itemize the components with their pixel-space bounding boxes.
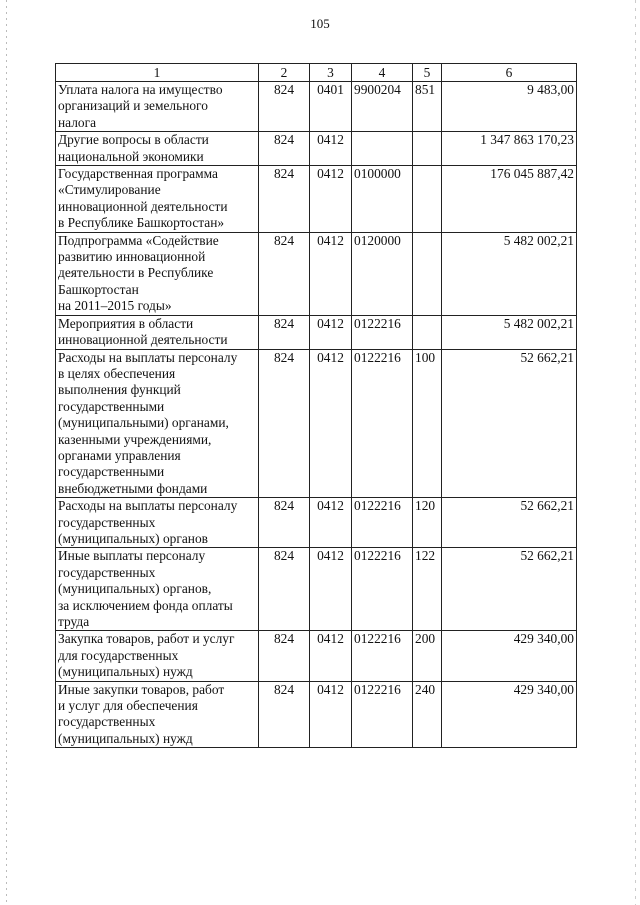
row-cell-c5: [413, 315, 442, 349]
row-cell-c4: 0122216: [352, 631, 413, 681]
row-cell-c2: 824: [259, 631, 310, 681]
table-row: [56, 132, 577, 166]
row-name-line: в целях обеспечения: [58, 365, 176, 381]
budget-table: [55, 63, 577, 748]
row-name-line: государственными: [58, 464, 165, 480]
row-cell-c2: 824: [259, 132, 310, 166]
row-cell-c4: 0122216: [352, 315, 413, 349]
table-row: [56, 315, 577, 349]
row-name-line: (муниципальными) органами,: [58, 415, 229, 431]
header-col-5: 5: [413, 64, 442, 82]
row-name-line: государственными: [58, 398, 165, 414]
row-name-line: инновационной деятельности: [58, 198, 228, 214]
row-name-line: «Стимулирование: [58, 182, 161, 198]
row-name-line: Иные выплаты персоналу: [58, 548, 206, 564]
row-cell-c2: 824: [259, 315, 310, 349]
row-cell-c3: 0401: [310, 82, 352, 132]
table-row: [56, 548, 577, 631]
table-body: [56, 82, 577, 748]
row-name-line: выполнения функций: [58, 382, 181, 398]
row-cell-c6: 5 482 002,21: [442, 232, 577, 315]
header-row: [56, 64, 577, 82]
row-name-cell: [56, 681, 259, 748]
row-cell-c4: 0122216: [352, 681, 413, 748]
row-cell-c2: 824: [259, 681, 310, 748]
row-name-line: Подпрограмма «Содействие: [58, 232, 219, 248]
row-cell-c6: 52 662,21: [442, 349, 577, 498]
row-cell-c2: 824: [259, 548, 310, 631]
row-name-cell: [56, 166, 259, 233]
header-col-2: 2: [259, 64, 310, 82]
row-cell-c5: [413, 132, 442, 166]
row-name-cell: [56, 498, 259, 548]
row-cell-c5: 851: [413, 82, 442, 132]
table-row: [56, 166, 577, 233]
row-name-line: организаций и земельного: [58, 98, 208, 114]
row-cell-c6: 1 347 863 170,23: [442, 132, 577, 166]
row-cell-c4: [352, 132, 413, 166]
row-cell-c3: 0412: [310, 498, 352, 548]
row-name-line: Уплата налога на имущество: [58, 82, 223, 97]
row-name-line: Иные закупки товаров, работ: [58, 681, 225, 697]
row-cell-c3: 0412: [310, 631, 352, 681]
row-name-line: Государственная программа: [58, 166, 218, 182]
table-row: [56, 349, 577, 498]
row-name-line: органами управления: [58, 447, 181, 463]
row-name-cell: [56, 631, 259, 681]
row-name-line: (муниципальных) органов: [58, 530, 208, 546]
row-cell-c5: 120: [413, 498, 442, 548]
row-name-line: Расходы на выплаты персоналу: [58, 498, 238, 514]
row-cell-c6: 5 482 002,21: [442, 315, 577, 349]
row-cell-c2: 824: [259, 498, 310, 548]
row-name-line: и услуг для обеспечения: [58, 698, 198, 714]
table-row: [56, 82, 577, 132]
row-cell-c6: 429 340,00: [442, 681, 577, 748]
row-name-cell: [56, 132, 259, 166]
row-name-cell: [56, 349, 259, 498]
row-cell-c6: 9 483,00: [442, 82, 577, 132]
row-name-line: (муниципальных) органов,: [58, 581, 212, 597]
row-name-line: деятельности в Республике: [58, 265, 214, 281]
table-row: [56, 232, 577, 315]
row-name-line: Башкортостан: [58, 281, 139, 297]
row-name-line: государственных: [58, 564, 156, 580]
row-cell-c5: [413, 232, 442, 315]
row-name-line: Мероприятия в области: [58, 315, 194, 331]
row-name-line: государственных: [58, 514, 156, 530]
row-name-line: развитию инновационной: [58, 249, 206, 265]
row-name-cell: [56, 315, 259, 349]
row-name-line: труда: [58, 614, 90, 629]
row-name-line: на 2011–2015 годы»: [58, 298, 172, 314]
row-cell-c3: 0412: [310, 349, 352, 498]
row-name-line: национальной экономики: [58, 148, 204, 164]
row-name-line: государственных: [58, 714, 156, 730]
row-name-line: за исключением фонда оплаты: [58, 597, 233, 613]
scan-right-edge: [635, 0, 636, 905]
row-name-line: внебюджетными фондами: [58, 480, 208, 496]
row-cell-c2: 824: [259, 232, 310, 315]
row-name-line: налога: [58, 114, 97, 130]
row-name-line: в Республике Башкортостан»: [58, 215, 225, 231]
row-cell-c3: 0412: [310, 548, 352, 631]
row-name-line: (муниципальных) нужд: [58, 664, 193, 680]
row-cell-c4: 0122216: [352, 548, 413, 631]
row-cell-c5: [413, 166, 442, 233]
row-name-line: Закупка товаров, работ и услуг: [58, 631, 235, 647]
row-cell-c3: 0412: [310, 315, 352, 349]
row-name-cell: [56, 232, 259, 315]
row-cell-c4: 0122216: [352, 498, 413, 548]
scan-left-edge: [6, 0, 7, 905]
row-cell-c6: 176 045 887,42: [442, 166, 577, 233]
row-cell-c4: 0100000: [352, 166, 413, 233]
row-cell-c3: 0412: [310, 132, 352, 166]
page-number: 105: [310, 16, 330, 31]
row-cell-c5: 122: [413, 548, 442, 631]
row-cell-c5: 240: [413, 681, 442, 748]
row-cell-c2: 824: [259, 349, 310, 498]
row-name-cell: [56, 82, 259, 132]
row-name-line: Расходы на выплаты персоналу: [58, 349, 238, 365]
row-name-line: инновационной деятельности: [58, 332, 228, 348]
header-col-6: 6: [442, 64, 577, 82]
row-cell-c4: 0122216: [352, 349, 413, 498]
row-cell-c2: 824: [259, 82, 310, 132]
row-cell-c5: 100: [413, 349, 442, 498]
row-cell-c6: 429 340,00: [442, 631, 577, 681]
table-row: [56, 631, 577, 681]
row-name-line: Другие вопросы в области: [58, 132, 209, 148]
table-row: [56, 498, 577, 548]
row-cell-c6: 52 662,21: [442, 548, 577, 631]
row-name-cell: [56, 548, 259, 631]
row-cell-c3: 0412: [310, 166, 352, 233]
table-row: [56, 681, 577, 748]
row-name-line: (муниципальных) нужд: [58, 730, 193, 746]
header-col-1: 1: [56, 64, 259, 82]
row-cell-c5: 200: [413, 631, 442, 681]
row-cell-c2: 824: [259, 166, 310, 233]
row-cell-c3: 0412: [310, 232, 352, 315]
header-col-4: 4: [352, 64, 413, 82]
row-cell-c3: 0412: [310, 681, 352, 748]
row-name-line: казенными учреждениями,: [58, 431, 212, 447]
row-name-line: для государственных: [58, 647, 179, 663]
header-col-3: 3: [310, 64, 352, 82]
row-cell-c6: 52 662,21: [442, 498, 577, 548]
row-cell-c4: 0120000: [352, 232, 413, 315]
row-cell-c4: 9900204: [352, 82, 413, 132]
